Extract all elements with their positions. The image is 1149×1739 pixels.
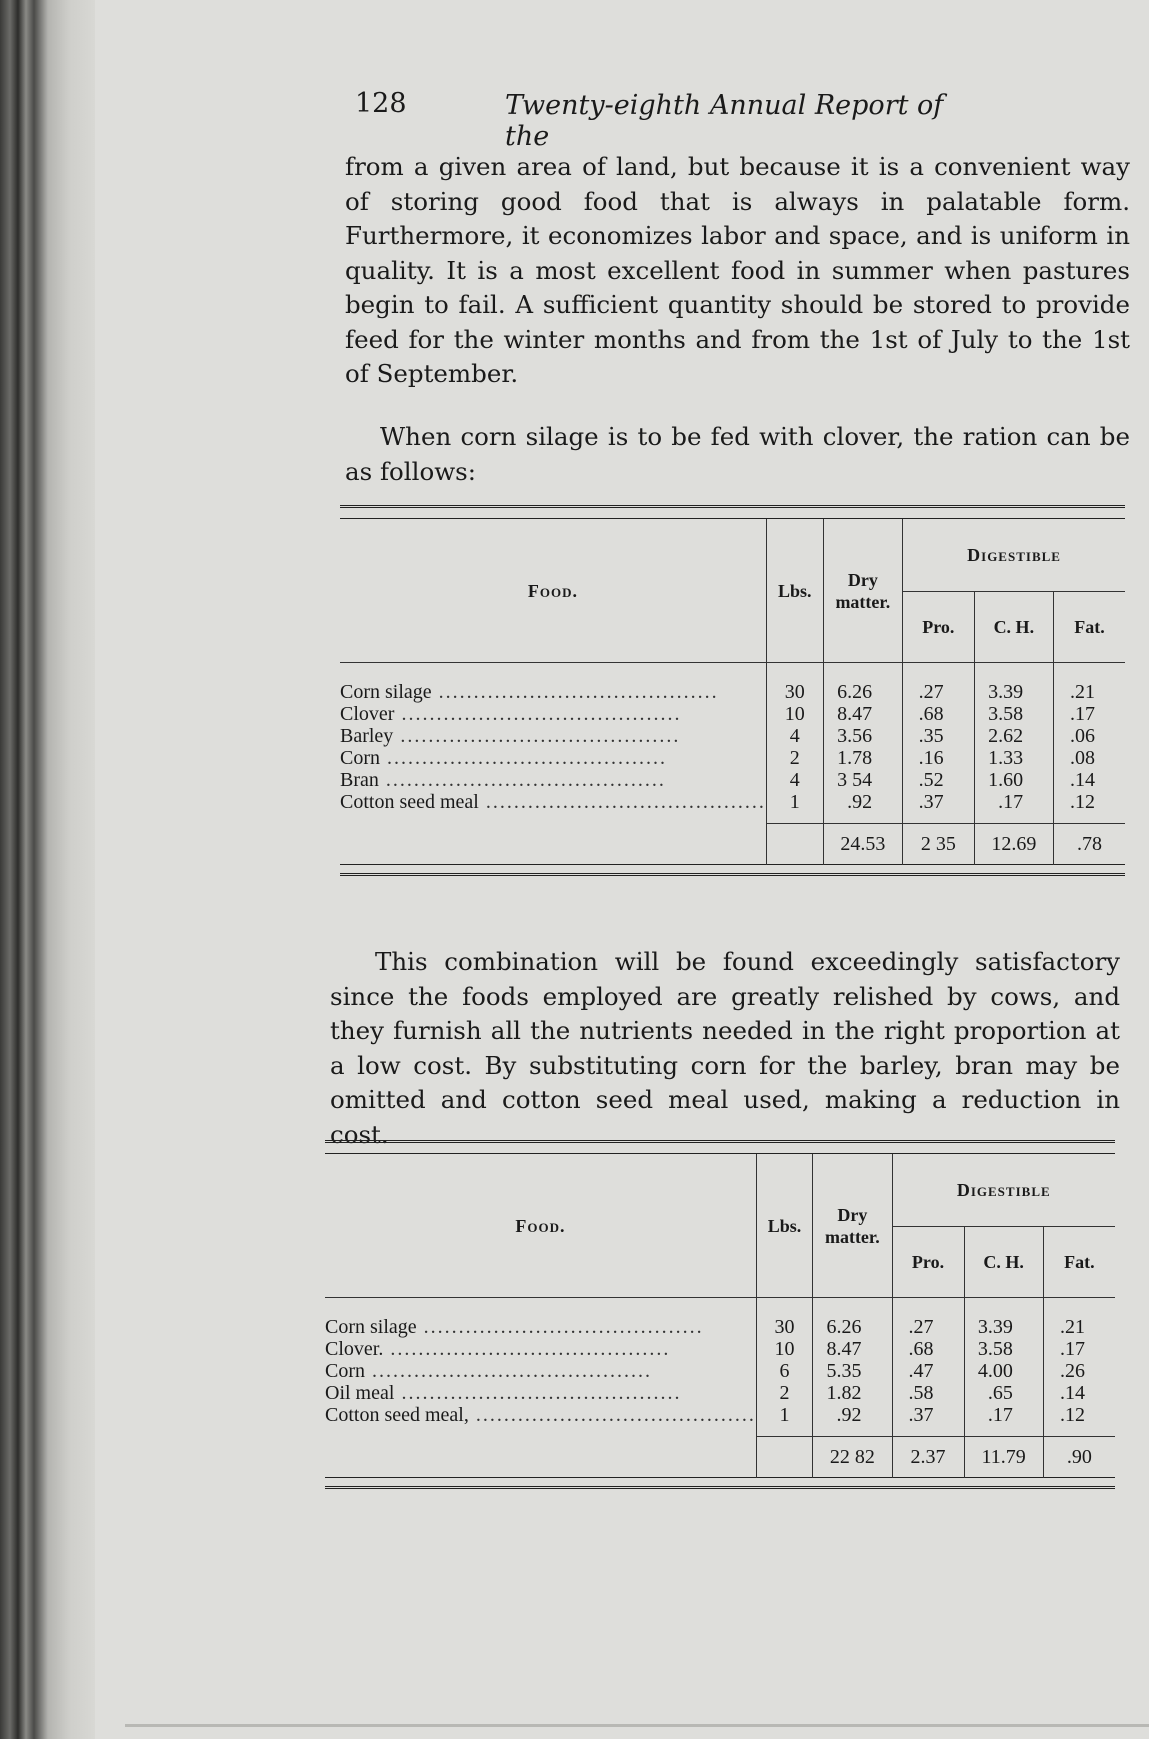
- total-dry-matter: 22 82: [813, 1437, 892, 1478]
- fat-value: .21: [1070, 681, 1095, 703]
- fat-value: .12: [1060, 1404, 1085, 1426]
- dry-value: 8.47: [826, 1338, 862, 1360]
- lbs-column: [766, 663, 823, 824]
- food-name: [340, 703, 766, 725]
- food-name: [325, 1360, 756, 1382]
- lbs-column: [756, 1298, 812, 1437]
- paragraph-1: from a given area of land, but because it is a convenient way of storing good food that is always in palatable form. Furthermore, it economizes labor and space, and is uniform in quality. It is a most excellent food in summer when pastures begin to fail. A sufficient quantity should be stored to provide feed for the winter months and from the 1st of July to the 1st of September.: [345, 152, 1130, 388]
- pro-value: .27: [918, 681, 944, 703]
- pro-value: .58: [908, 1382, 934, 1404]
- fat-value: .21: [1060, 1316, 1085, 1338]
- food-column: [325, 1298, 756, 1437]
- pro-value: .68: [908, 1338, 934, 1360]
- total-fat: .90: [1043, 1437, 1115, 1478]
- dot-leader: ........................................: [431, 681, 719, 703]
- ch-value: 4.00: [977, 1360, 1013, 1382]
- ch-value: 1.60: [988, 769, 1024, 791]
- lbs-value: 2: [789, 747, 800, 769]
- pro-value: .37: [908, 1404, 934, 1426]
- ration-table-2: [325, 1140, 1115, 1489]
- header-ch: C. H.: [964, 1227, 1043, 1298]
- pro-value: .52: [918, 769, 944, 791]
- fat-column: [1054, 663, 1125, 824]
- lbs-value: 4: [789, 725, 800, 747]
- food-label: Bran: [340, 769, 379, 791]
- ch-value: 3.39: [988, 681, 1024, 703]
- ch-value: .17: [998, 791, 1024, 813]
- table-body: [325, 1298, 1115, 1437]
- lbs-value: 1: [789, 791, 800, 813]
- fat-value: .14: [1060, 1382, 1085, 1404]
- fat-value: .06: [1070, 725, 1095, 747]
- lbs-value: 1: [779, 1404, 790, 1426]
- dry-value: 1.82: [826, 1382, 862, 1404]
- dry-value: 5.35: [826, 1360, 862, 1382]
- food-label: Cotton seed meal: [340, 791, 479, 813]
- header-digestible: Digestible: [892, 1154, 1115, 1227]
- food-label: Corn silage: [340, 681, 432, 703]
- dry-value: 8.47: [837, 703, 873, 725]
- lbs-value: 2: [779, 1382, 790, 1404]
- book-binding-edge: [0, 0, 95, 1739]
- lbs-value: 10: [774, 1338, 795, 1360]
- pro-value: .27: [908, 1316, 934, 1338]
- dot-leader: ........................................: [394, 1382, 682, 1404]
- running-title: Twenty-eighth Annual Report of the: [505, 90, 944, 152]
- running-header: [355, 88, 995, 152]
- ch-column: [974, 663, 1054, 824]
- food-name: [325, 1382, 756, 1404]
- fat-value: .17: [1060, 1338, 1085, 1360]
- header-food: Food.: [340, 519, 766, 663]
- table-top-rule: [340, 507, 1125, 519]
- ch-value: .17: [987, 1404, 1013, 1426]
- ch-value: 3.58: [988, 703, 1024, 725]
- food-name: [340, 681, 766, 703]
- dry-value: 1.78: [837, 747, 873, 769]
- pro-value: .47: [908, 1360, 934, 1382]
- paragraph-3: This combination will be found exceedingly satisfactory since the foods employed are greatly relished by cows, and they furnish all the nutrients needed in the right proportion at a low cost. By substituting corn for the barley, bran may be omitted and cotton seed meal used, making a reduction in cost.: [330, 947, 1120, 1149]
- food-name: [325, 1316, 756, 1338]
- food-name: [340, 791, 766, 813]
- food-column: [340, 663, 766, 824]
- ch-value: 3.39: [977, 1316, 1013, 1338]
- totals-row: [340, 824, 1125, 865]
- pro-column: [892, 1298, 964, 1437]
- dot-leader: ........................................: [394, 703, 682, 725]
- dry-value: 6.26: [837, 681, 873, 703]
- fat-value: .17: [1070, 703, 1095, 725]
- food-label: Oil meal: [325, 1382, 395, 1404]
- dry-value: .92: [847, 791, 873, 813]
- total-fat: .78: [1054, 824, 1125, 865]
- dot-leader: ........................................: [378, 769, 666, 791]
- pro-value: .68: [918, 703, 944, 725]
- total-ch: 12.69: [974, 824, 1054, 865]
- total-ch: 11.79: [964, 1437, 1043, 1478]
- pro-column: [903, 663, 974, 824]
- dot-leader: ........................................: [365, 1360, 652, 1382]
- header-fat: Fat.: [1043, 1227, 1115, 1298]
- food-label: Barley: [340, 725, 394, 747]
- dry-value: 6.26: [826, 1316, 862, 1338]
- food-label: Corn silage: [325, 1316, 417, 1338]
- dry-value: 3.56: [837, 725, 873, 747]
- header-pro: Pro.: [903, 592, 974, 663]
- table-body: [340, 663, 1125, 824]
- ch-value: 3.58: [977, 1338, 1013, 1360]
- header-fat: Fat.: [1054, 592, 1125, 663]
- total-pro: 2 35: [903, 824, 974, 865]
- header-pro: Pro.: [892, 1227, 964, 1298]
- lbs-value: 6: [779, 1360, 790, 1382]
- food-name: [325, 1338, 756, 1360]
- food-name: [340, 747, 766, 769]
- fat-value: .14: [1070, 769, 1095, 791]
- header-dry-matter: Dry matter.: [823, 519, 903, 663]
- food-label: Cotton seed meal,: [325, 1404, 469, 1426]
- total-pro: 2.37: [892, 1437, 964, 1478]
- lbs-value: 30: [774, 1316, 795, 1338]
- lbs-value: 10: [784, 703, 805, 725]
- table-bottom-rule: [340, 865, 1125, 875]
- dot-leader: ........................................: [383, 1338, 671, 1360]
- total-dry-matter: 24.53: [823, 824, 903, 865]
- header-food: Food.: [325, 1154, 756, 1298]
- dot-leader: ........................................: [416, 1316, 704, 1338]
- paragraph-2: When corn silage is to be fed with clover, the ration can be as follows:: [345, 422, 1130, 486]
- table-top-rule: [325, 1142, 1115, 1154]
- ch-value: .65: [987, 1382, 1013, 1404]
- fat-value: .26: [1060, 1360, 1085, 1382]
- dry-value: .92: [836, 1404, 862, 1426]
- fat-column: [1043, 1298, 1115, 1437]
- page-number: 128: [355, 88, 407, 119]
- pro-value: .37: [918, 791, 944, 813]
- fat-value: .08: [1070, 747, 1095, 769]
- header-lbs: Lbs.: [766, 519, 823, 663]
- dot-leader: ........................................: [468, 1404, 756, 1426]
- pro-value: .16: [918, 747, 944, 769]
- lbs-value: 4: [789, 769, 800, 791]
- dot-leader: ........................................: [393, 725, 681, 747]
- dry-matter-column: [823, 663, 903, 824]
- dry-value: 3 54: [837, 769, 873, 791]
- food-name: [325, 1404, 756, 1426]
- header-digestible: Digestible: [903, 519, 1125, 592]
- ch-value: 2.62: [988, 725, 1024, 747]
- dry-matter-column: [813, 1298, 892, 1437]
- food-label: Clover.: [325, 1338, 384, 1360]
- fat-value: .12: [1070, 791, 1095, 813]
- header-ch: C. H.: [974, 592, 1054, 663]
- ration-table-1: [340, 505, 1125, 876]
- table-bottom-rule: [325, 1478, 1115, 1488]
- dot-leader: ........................................: [380, 747, 667, 769]
- page-bottom-edge: [125, 1724, 1149, 1727]
- ch-column: [964, 1298, 1043, 1437]
- food-name: [340, 769, 766, 791]
- ch-value: 1.33: [988, 747, 1024, 769]
- totals-row: [325, 1437, 1115, 1478]
- lbs-value: 30: [784, 681, 805, 703]
- dot-leader: ........................................: [478, 791, 766, 813]
- header-dry-matter: Dry matter.: [813, 1154, 892, 1298]
- pro-value: .35: [918, 725, 944, 747]
- food-label: Clover: [340, 703, 395, 725]
- food-label: Corn: [340, 747, 380, 769]
- food-name: [340, 725, 766, 747]
- header-lbs: Lbs.: [756, 1154, 812, 1298]
- food-label: Corn: [325, 1360, 365, 1382]
